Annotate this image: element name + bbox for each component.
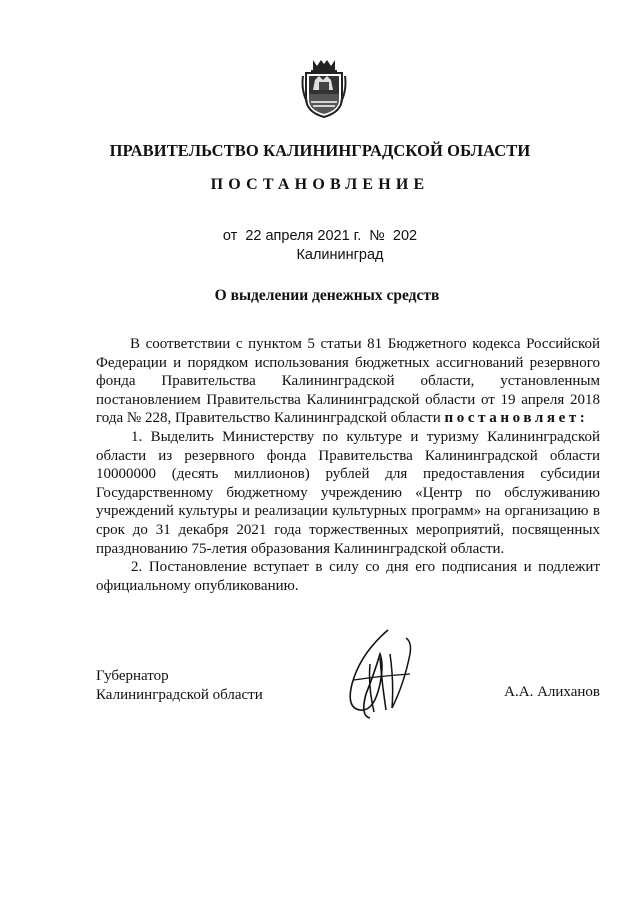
- signature-icon: [330, 624, 420, 724]
- position-line-2: Калининградской области: [96, 687, 263, 703]
- document-type: ПОСТАНОВЛЕНИЕ: [210, 176, 430, 193]
- document-subject: О выделении денежных средств: [214, 287, 440, 304]
- number-label: №: [369, 228, 385, 244]
- document-body: [96, 335, 600, 595]
- date-prefix: от: [222, 228, 238, 244]
- document-date: 22 апреля 2021 г.: [245, 228, 362, 244]
- resolve-word: постановляет:: [444, 410, 589, 427]
- date-line: [0, 228, 640, 244]
- city: Калининград: [296, 247, 384, 263]
- signer-name: А.А. Алиханов: [504, 684, 600, 700]
- item-2-paragraph: 2. Постановление вступает в силу со дня его подписания и подлежит официальному опубликованию.: [96, 559, 600, 594]
- coat-of-arms-icon: [301, 54, 347, 118]
- preamble-text: В соответствии с пунктом 5 статьи 81 Бюджетного кодекса Российской Федерации и порядком использования бюджетных ассигнований резервного фонда Правительства Калининградской области, установленным постановлением Правительства Калининградской области от 19 апреля 2018 года № 228, Правительство Калининградской области: [96, 336, 600, 427]
- item-1-paragraph: 1. Выделить Министерству по культуре и туризму Калининградской области из резервного фонда Правительства Калининградской области 10000000 (десять миллионов) рублей для предоставления субсидии Государственному бюджетному учреждению «Центр по обслуживанию учреждений культуры и реализации культурных программ» на организацию в срок до 31 декабря 2021 года торжественных мероприятий, посвященных празднованию 75-летия образования Калининградской области.: [96, 428, 600, 557]
- position-line-1: Губернатор: [96, 668, 169, 684]
- preamble-paragraph: [96, 335, 600, 428]
- document-number: 202: [392, 228, 418, 244]
- signer-position: [96, 667, 263, 705]
- government-title: ПРАВИТЕЛЬСТВО КАЛИНИНГРАДСКОЙ ОБЛАСТИ: [109, 141, 531, 160]
